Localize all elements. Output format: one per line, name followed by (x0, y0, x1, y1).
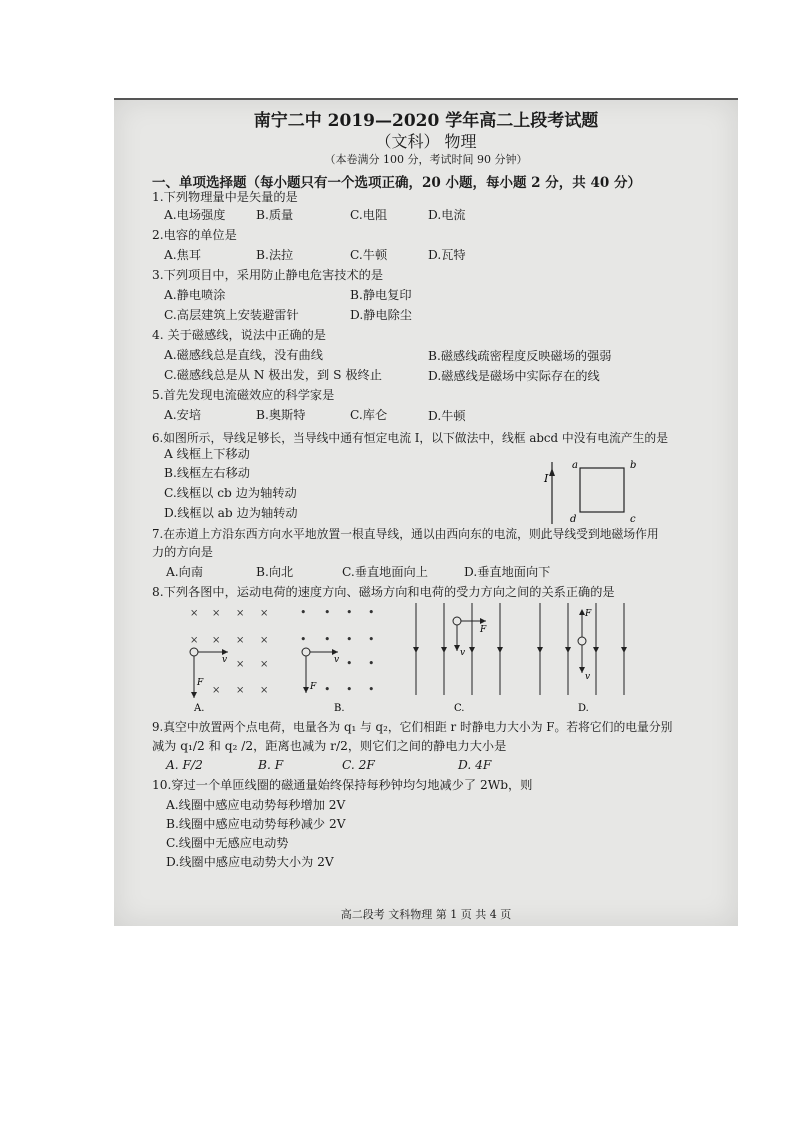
q1-stem: 1.下列物理量中是矢量的是 (152, 190, 298, 204)
section-heading: 一、单项选择题（每小题只有一个选项正确，20 小题，每小题 2 分，共 40 分） (152, 175, 641, 191)
field-cross: × (190, 635, 199, 646)
q5-option-b: B.奥斯特 (256, 408, 306, 422)
exam-subtitle: （文科） 物理 (375, 132, 477, 151)
q8-figure-a (182, 603, 272, 714)
q6-label-b: b (630, 460, 637, 471)
q3-option-d: D.静电除尘 (350, 308, 412, 322)
q8d-charge (578, 637, 586, 645)
q8a-f-label: F (197, 678, 204, 688)
q6-loop-abcd (580, 468, 624, 512)
q1-option-b: B.质量 (256, 208, 294, 222)
q4-stem: 4. 关于磁感线，说法中正确的是 (152, 328, 326, 342)
q5-stem: 5.首先发现电流磁效应的科学家是 (152, 388, 335, 402)
q3-option-b: B.静电复印 (350, 288, 412, 302)
q9-stem-line1: 9.真空中放置两个点电荷，电量各为 q₁ 与 q₂，它们相距 r 时静电力大小为 F。若将它们的电量分别 (152, 720, 673, 734)
q8-figure-b (294, 603, 384, 714)
q9-option-d: D. 4F (458, 758, 492, 772)
q8-figure-d (534, 603, 634, 714)
field-cross: × (260, 659, 269, 670)
q2-option-d: D.瓦特 (428, 248, 466, 262)
field-cross: × (236, 685, 245, 696)
q10-stem: 10.穿过一个单匝线圈的磁通量始终保持每秒钟均匀地减少了 2Wb，则 (152, 778, 533, 792)
field-dot: • (324, 606, 331, 619)
q5-option-a: A.安培 (164, 408, 202, 422)
field-cross: × (236, 635, 245, 646)
q10-option-a: A.线圈中感应电动势每秒增加 2V (166, 798, 346, 812)
q6-current-arrow (549, 468, 555, 476)
q10-option-b: B.线圈中感应电动势每秒减少 2V (166, 817, 346, 831)
q8b-charge (302, 648, 310, 656)
q8-stem: 8.下列各图中，运动电荷的速度方向、磁场方向和电荷的受力方向之间的关系正确的是 (152, 585, 615, 599)
exam-page (114, 98, 738, 926)
field-dot: • (324, 683, 331, 696)
q9-stem-line2: 减为 q₁/2 和 q₂ /2，距离也减为 r/2，则它们之间的静电力大小是 (152, 739, 507, 753)
q6-label-c: c (630, 514, 636, 525)
q6-stem: 6.如图所示，导线足够长，当导线中通有恒定电流 I，以下做法中，线框 abcd 中没有电流产生的是 (152, 431, 668, 445)
q3-option-c: C.高层建筑上安装避雷针 (164, 308, 299, 322)
q8c-charge (453, 617, 461, 625)
arrowhead (303, 687, 309, 693)
q10-option-d: D.线圈中感应电动势大小为 2V (166, 855, 334, 869)
field-cross: × (260, 635, 269, 646)
q4-option-d: D.磁感线是磁场中实际存在的线 (428, 369, 600, 383)
q6-option-c: C.线框以 cb 边为轴转动 (164, 486, 297, 500)
q8c-v-label: v (460, 648, 466, 658)
q7-option-c: C.垂直地面向上 (342, 565, 428, 579)
q4-option-a: A.磁感线总是直线，没有曲线 (164, 348, 323, 362)
field-cross: × (190, 608, 199, 619)
field-cross: × (236, 659, 245, 670)
field-dot: • (346, 657, 353, 670)
arrowhead (191, 692, 197, 698)
exam-note: （本卷满分 100 分，考试时间 90 分钟） (324, 153, 528, 166)
field-cross: × (260, 608, 269, 619)
field-dot: • (368, 633, 375, 646)
q8d-f-label: F (585, 609, 592, 619)
q1-option-d: D.电流 (428, 208, 466, 222)
page-footer: 高二段考 文科物理 第 1 页 共 4 页 (340, 908, 512, 921)
q8a-charge (190, 648, 198, 656)
q9-option-b: B. F (258, 758, 284, 772)
q8b-v-label: v (334, 655, 340, 665)
q2-option-c: C.牛顿 (350, 248, 388, 262)
field-dot: • (300, 633, 307, 646)
q7-stem-line2: 力的方向是 (152, 545, 213, 559)
q2-option-b: B.法拉 (256, 248, 294, 262)
q8d-label: D. (578, 703, 589, 714)
q6-wire-loop-figure (542, 456, 642, 526)
q8-figure-c (410, 603, 510, 714)
q6-label-d: d (570, 514, 577, 525)
field-dot: • (324, 633, 331, 646)
q8a-v-label: v (222, 655, 228, 665)
field-dot: • (368, 657, 375, 670)
q6-option-d: D.线框以 ab 边为轴转动 (164, 506, 298, 520)
q8b-label: B. (334, 703, 345, 714)
q9-option-a: A. F/2 (166, 758, 203, 772)
q2-option-a: A.焦耳 (164, 248, 202, 262)
field-dot: • (346, 633, 353, 646)
field-cross: × (236, 608, 245, 619)
field-dot: • (368, 683, 375, 696)
arrowhead (480, 618, 486, 624)
field-cross: × (212, 608, 221, 619)
q7-option-b: B.向北 (256, 565, 294, 579)
q10-option-c: C.线圈中无感应电动势 (166, 836, 289, 850)
q4-option-c: C.磁感线总是从 N 极出发，到 S 极终止 (164, 368, 382, 382)
q3-option-a: A.静电喷涂 (164, 288, 226, 302)
q6-option-b: B.线框左右移动 (164, 466, 250, 480)
q8c-f-label: F (480, 625, 487, 635)
field-dot: • (346, 606, 353, 619)
q5-option-d: D.牛顿 (428, 409, 466, 423)
q2-stem: 2.电容的单位是 (152, 228, 237, 242)
field-dot: • (300, 606, 307, 619)
q8a-label: A. (194, 703, 205, 714)
page-top-rule (114, 98, 738, 100)
q9-option-c: C. 2F (342, 758, 375, 772)
q7-option-d: D.垂直地面向下 (464, 565, 551, 579)
q3-stem: 3.下列项目中，采用防止静电危害技术的是 (152, 268, 384, 282)
q8d-v-label: v (585, 672, 591, 682)
q1-option-c: C.电阻 (350, 208, 388, 222)
field-dot: • (346, 683, 353, 696)
q7-option-a: A.向南 (166, 565, 204, 579)
q6-label-a: a (572, 460, 578, 471)
q8c-label: C. (454, 703, 465, 714)
q5-option-c: C.库仑 (350, 408, 388, 422)
q7-stem-line1: 7.在赤道上方沿东西方向水平地放置一根直导线，通以由西向东的电流，则此导线受到地磁场作用 (152, 527, 659, 541)
exam-title: 南宁二中 2019—2020 学年高二上段考试题 (253, 111, 599, 131)
q4-option-b: B.磁感线疏密程度反映磁场的强弱 (428, 349, 612, 363)
q6-option-a: A 线框上下移动 (164, 447, 250, 461)
q1-option-a: A.电场强度 (164, 208, 226, 222)
field-cross: × (212, 635, 221, 646)
field-cross: × (212, 685, 221, 696)
q6-label-current: I (544, 472, 549, 485)
field-dot: • (368, 606, 375, 619)
q8b-f-label: F (310, 682, 317, 692)
field-cross: × (260, 685, 269, 696)
